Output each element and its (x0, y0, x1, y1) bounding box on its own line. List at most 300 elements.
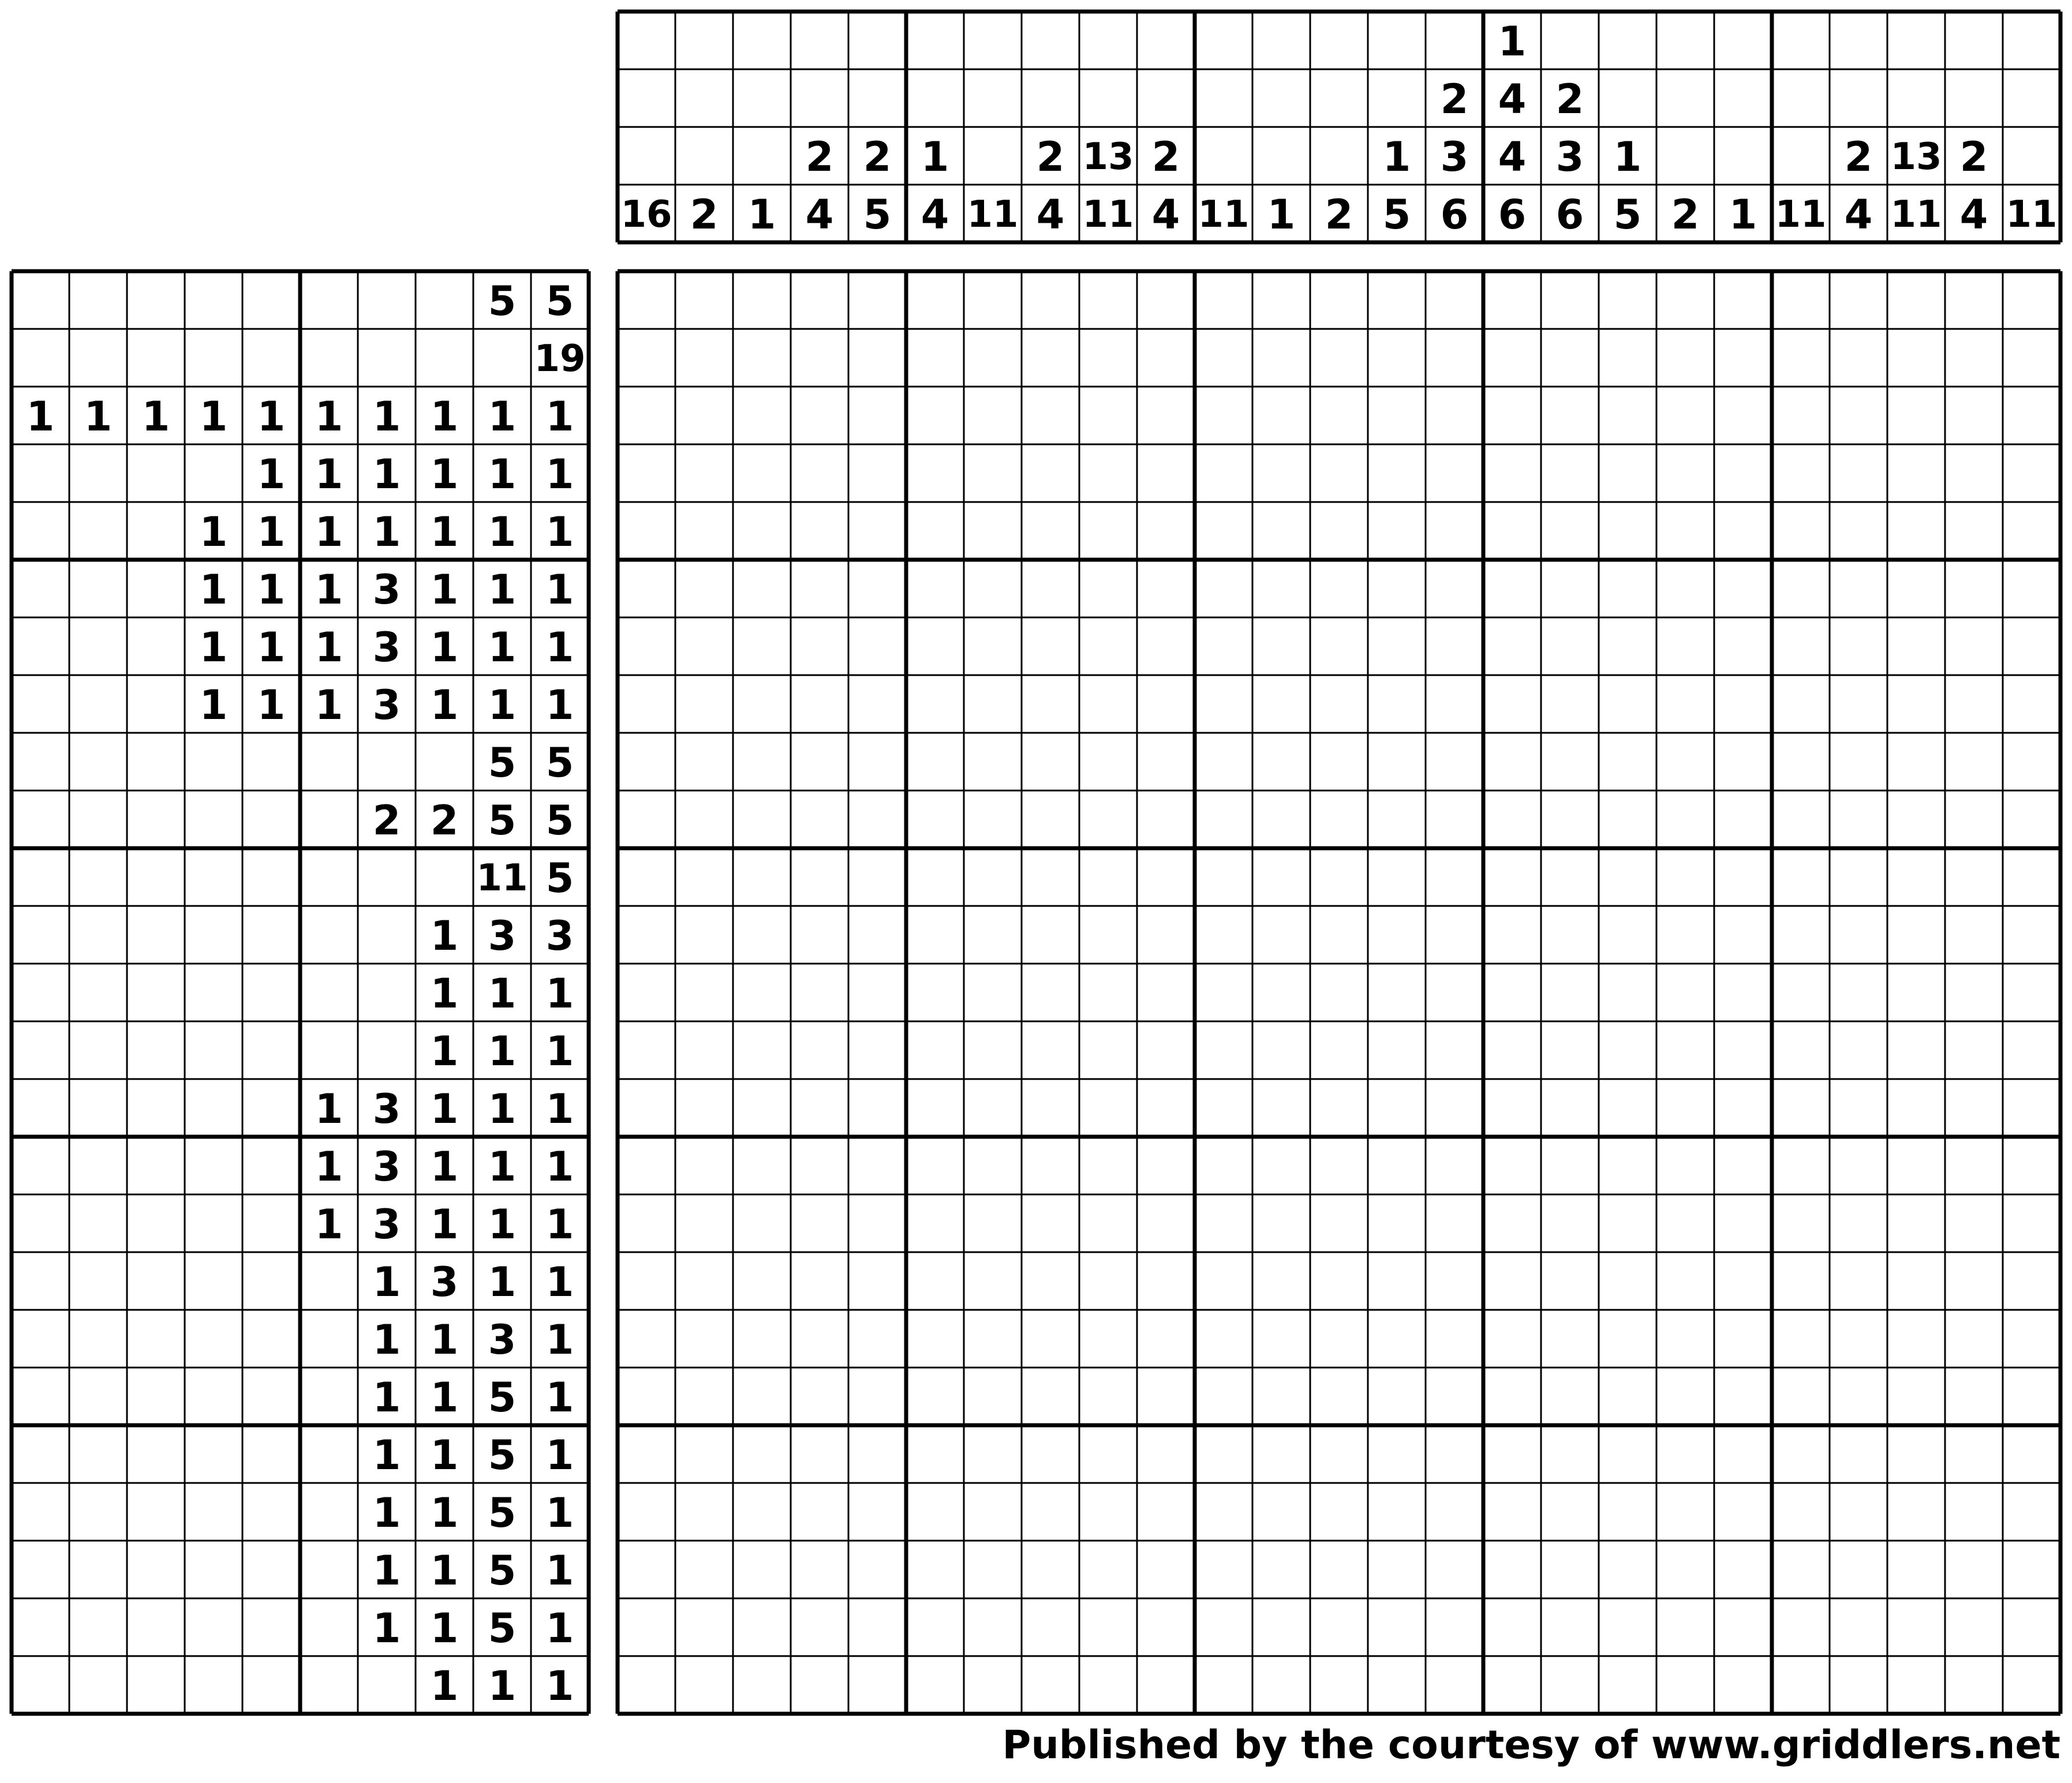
grid-cell[interactable] (1541, 848, 1599, 906)
grid-cell[interactable] (618, 1656, 675, 1714)
grid-cell[interactable] (1426, 675, 1483, 733)
grid-cell[interactable] (1195, 791, 1252, 848)
grid-cell[interactable] (675, 1483, 733, 1541)
grid-cell[interactable] (791, 560, 848, 617)
grid-cell[interactable] (964, 1252, 1022, 1310)
grid-cell[interactable] (1541, 1598, 1599, 1656)
grid-cell[interactable] (1195, 444, 1252, 502)
grid-cell[interactable] (1483, 848, 1541, 906)
grid-cell[interactable] (1137, 387, 1195, 444)
grid-cell[interactable] (1310, 1368, 1368, 1425)
grid-cell[interactable] (675, 1310, 733, 1368)
grid-cell[interactable] (1368, 271, 1426, 329)
grid-cell[interactable] (675, 617, 733, 675)
grid-cell[interactable] (1541, 1368, 1599, 1425)
grid-cell[interactable] (906, 271, 964, 329)
grid-cell[interactable] (1310, 1252, 1368, 1310)
grid-cell[interactable] (1483, 502, 1541, 560)
grid-cell[interactable] (1426, 848, 1483, 906)
grid-cell[interactable] (1483, 1137, 1541, 1194)
grid-cell[interactable] (675, 1137, 733, 1194)
grid-cell[interactable] (618, 1368, 675, 1425)
grid-cell[interactable] (1830, 1310, 1887, 1368)
grid-cell[interactable] (1714, 1368, 1772, 1425)
grid-cell[interactable] (618, 1425, 675, 1483)
grid-cell[interactable] (1945, 733, 2003, 791)
grid-cell[interactable] (964, 387, 1022, 444)
grid-cell[interactable] (2003, 1656, 2060, 1714)
grid-cell[interactable] (1252, 733, 1310, 791)
grid-cell[interactable] (1368, 906, 1426, 964)
grid-cell[interactable] (675, 1425, 733, 1483)
grid-cell[interactable] (675, 329, 733, 387)
grid-cell[interactable] (1426, 1021, 1483, 1079)
grid-cell[interactable] (1368, 617, 1426, 675)
grid-cell[interactable] (2003, 964, 2060, 1021)
grid-cell[interactable] (1252, 502, 1310, 560)
grid-cell[interactable] (906, 1656, 964, 1714)
grid-cell[interactable] (2003, 617, 2060, 675)
grid-cell[interactable] (1945, 1368, 2003, 1425)
grid-cell[interactable] (1830, 675, 1887, 733)
grid-cell[interactable] (1483, 906, 1541, 964)
grid-cell[interactable] (1656, 1368, 1714, 1425)
grid-cell[interactable] (2003, 906, 2060, 964)
grid-cell[interactable] (1426, 1598, 1483, 1656)
grid-cell[interactable] (1079, 617, 1137, 675)
grid-cell[interactable] (1252, 675, 1310, 733)
grid-cell[interactable] (848, 1310, 906, 1368)
grid-cell[interactable] (848, 1541, 906, 1598)
grid-cell[interactable] (1310, 1425, 1368, 1483)
grid-cell[interactable] (1599, 1425, 1656, 1483)
grid-cell[interactable] (964, 1021, 1022, 1079)
grid-cell[interactable] (1368, 444, 1426, 502)
grid-cell[interactable] (964, 502, 1022, 560)
grid-cell[interactable] (1714, 329, 1772, 387)
grid-cell[interactable] (1426, 1483, 1483, 1541)
grid-cell[interactable] (618, 1021, 675, 1079)
grid-cell[interactable] (1368, 1194, 1426, 1252)
grid-cell[interactable] (2003, 1079, 2060, 1137)
grid-cell[interactable] (791, 791, 848, 848)
grid-cell[interactable] (1945, 329, 2003, 387)
grid-cell[interactable] (1772, 1079, 1830, 1137)
grid-cell[interactable] (1887, 733, 1945, 791)
grid-cell[interactable] (1714, 1252, 1772, 1310)
grid-cell[interactable] (1945, 1021, 2003, 1079)
grid-cell[interactable] (1656, 733, 1714, 791)
grid-cell[interactable] (1887, 502, 1945, 560)
grid-cell[interactable] (1426, 1252, 1483, 1310)
grid-cell[interactable] (964, 271, 1022, 329)
grid-cell[interactable] (1079, 1541, 1137, 1598)
grid-cell[interactable] (1541, 502, 1599, 560)
grid-cell[interactable] (1368, 964, 1426, 1021)
grid-cell[interactable] (1079, 271, 1137, 329)
grid-cell[interactable] (1830, 502, 1887, 560)
grid-cell[interactable] (1772, 1425, 1830, 1483)
grid-cell[interactable] (618, 906, 675, 964)
grid-cell[interactable] (1483, 271, 1541, 329)
grid-cell[interactable] (1252, 444, 1310, 502)
grid-cell[interactable] (1830, 444, 1887, 502)
grid-cell[interactable] (906, 387, 964, 444)
grid-cell[interactable] (1541, 1425, 1599, 1483)
grid-cell[interactable] (906, 444, 964, 502)
grid-cell[interactable] (675, 444, 733, 502)
grid-cell[interactable] (791, 1310, 848, 1368)
grid-cell[interactable] (791, 1483, 848, 1541)
grid-cell[interactable] (1887, 1194, 1945, 1252)
grid-cell[interactable] (618, 733, 675, 791)
grid-cell[interactable] (1541, 1194, 1599, 1252)
grid-cell[interactable] (1887, 1656, 1945, 1714)
grid-cell[interactable] (1830, 848, 1887, 906)
grid-cell[interactable] (1483, 444, 1541, 502)
grid-cell[interactable] (675, 848, 733, 906)
grid-cell[interactable] (1252, 1483, 1310, 1541)
grid-cell[interactable] (1368, 733, 1426, 791)
grid-cell[interactable] (1945, 1252, 2003, 1310)
grid-cell[interactable] (1656, 791, 1714, 848)
grid-cell[interactable] (1426, 1541, 1483, 1598)
grid-cell[interactable] (1195, 1310, 1252, 1368)
grid-cell[interactable] (1368, 791, 1426, 848)
grid-cell[interactable] (1772, 1137, 1830, 1194)
grid-cell[interactable] (1772, 1483, 1830, 1541)
grid-cell[interactable] (1252, 1541, 1310, 1598)
grid-cell[interactable] (733, 848, 791, 906)
grid-cell[interactable] (1252, 848, 1310, 906)
grid-cell[interactable] (848, 1021, 906, 1079)
grid-cell[interactable] (964, 906, 1022, 964)
grid-cell[interactable] (1079, 1368, 1137, 1425)
grid-cell[interactable] (1368, 329, 1426, 387)
grid-cell[interactable] (733, 791, 791, 848)
grid-cell[interactable] (1022, 1483, 1079, 1541)
grid-cell[interactable] (618, 1541, 675, 1598)
grid-cell[interactable] (906, 617, 964, 675)
grid-cell[interactable] (1079, 1483, 1137, 1541)
grid-cell[interactable] (1541, 444, 1599, 502)
grid-cell[interactable] (1887, 1425, 1945, 1483)
grid-cell[interactable] (848, 1194, 906, 1252)
grid-cell[interactable] (1483, 1194, 1541, 1252)
grid-cell[interactable] (1252, 1021, 1310, 1079)
grid-cell[interactable] (1310, 848, 1368, 906)
grid-cell[interactable] (1079, 733, 1137, 791)
grid-cell[interactable] (675, 502, 733, 560)
grid-cell[interactable] (618, 502, 675, 560)
grid-cell[interactable] (733, 1483, 791, 1541)
grid-cell[interactable] (733, 387, 791, 444)
grid-cell[interactable] (1310, 906, 1368, 964)
grid-cell[interactable] (848, 733, 906, 791)
grid-cell[interactable] (1252, 964, 1310, 1021)
grid-cell[interactable] (1830, 1137, 1887, 1194)
grid-cell[interactable] (1310, 271, 1368, 329)
grid-cell[interactable] (1945, 1483, 2003, 1541)
grid-cell[interactable] (964, 1310, 1022, 1368)
grid-cell[interactable] (1426, 444, 1483, 502)
grid-cell[interactable] (906, 1425, 964, 1483)
grid-cell[interactable] (1483, 617, 1541, 675)
grid-cell[interactable] (1599, 1656, 1656, 1714)
grid-cell[interactable] (1310, 1598, 1368, 1656)
grid-cell[interactable] (1368, 1483, 1426, 1541)
grid-cell[interactable] (1483, 1079, 1541, 1137)
grid-cell[interactable] (1252, 560, 1310, 617)
grid-cell[interactable] (618, 1252, 675, 1310)
grid-cell[interactable] (1195, 848, 1252, 906)
grid-cell[interactable] (1887, 1483, 1945, 1541)
grid-cell[interactable] (2003, 1425, 2060, 1483)
grid-cell[interactable] (1887, 617, 1945, 675)
grid-cell[interactable] (675, 791, 733, 848)
grid-cell[interactable] (1079, 444, 1137, 502)
grid-cell[interactable] (1656, 848, 1714, 906)
grid-cell[interactable] (1079, 791, 1137, 848)
grid-cell[interactable] (1887, 329, 1945, 387)
grid-cell[interactable] (733, 1137, 791, 1194)
grid-cell[interactable] (848, 906, 906, 964)
grid-cell[interactable] (1079, 1310, 1137, 1368)
grid-cell[interactable] (1945, 617, 2003, 675)
grid-cell[interactable] (1887, 1368, 1945, 1425)
grid-cell[interactable] (1310, 502, 1368, 560)
grid-cell[interactable] (791, 502, 848, 560)
grid-cell[interactable] (791, 387, 848, 444)
grid-cell[interactable] (1714, 271, 1772, 329)
grid-cell[interactable] (618, 848, 675, 906)
grid-cell[interactable] (1022, 906, 1079, 964)
grid-cell[interactable] (791, 1137, 848, 1194)
grid-cell[interactable] (1656, 1021, 1714, 1079)
grid-cell[interactable] (906, 1021, 964, 1079)
grid-cell[interactable] (1830, 617, 1887, 675)
grid-cell[interactable] (1599, 387, 1656, 444)
grid-cell[interactable] (1483, 675, 1541, 733)
grid-cell[interactable] (733, 1541, 791, 1598)
grid-cell[interactable] (1599, 271, 1656, 329)
grid-cell[interactable] (1887, 791, 1945, 848)
grid-cell[interactable] (1772, 329, 1830, 387)
grid-cell[interactable] (1195, 271, 1252, 329)
grid-cell[interactable] (1079, 1656, 1137, 1714)
grid-cell[interactable] (1714, 387, 1772, 444)
grid-cell[interactable] (1772, 733, 1830, 791)
grid-cell[interactable] (1945, 1079, 2003, 1137)
grid-cell[interactable] (618, 444, 675, 502)
grid-cell[interactable] (848, 387, 906, 444)
grid-cell[interactable] (791, 271, 848, 329)
grid-cell[interactable] (1137, 444, 1195, 502)
grid-cell[interactable] (964, 617, 1022, 675)
grid-cell[interactable] (1022, 271, 1079, 329)
grid-cell[interactable] (791, 1656, 848, 1714)
grid-cell[interactable] (1599, 502, 1656, 560)
grid-cell[interactable] (1195, 329, 1252, 387)
grid-cell[interactable] (1483, 329, 1541, 387)
grid-cell[interactable] (1945, 964, 2003, 1021)
grid-cell[interactable] (1772, 964, 1830, 1021)
grid-cell[interactable] (1541, 329, 1599, 387)
grid-cell[interactable] (2003, 1252, 2060, 1310)
grid-cell[interactable] (1599, 1483, 1656, 1541)
grid-cell[interactable] (1310, 964, 1368, 1021)
grid-cell[interactable] (1599, 560, 1656, 617)
grid-cell[interactable] (1541, 675, 1599, 733)
grid-cell[interactable] (848, 1137, 906, 1194)
grid-cell[interactable] (1599, 1194, 1656, 1252)
grid-cell[interactable] (964, 791, 1022, 848)
grid-cell[interactable] (964, 1483, 1022, 1541)
grid-cell[interactable] (906, 1252, 964, 1310)
grid-cell[interactable] (1772, 271, 1830, 329)
grid-cell[interactable] (1426, 560, 1483, 617)
grid-cell[interactable] (1022, 1194, 1079, 1252)
grid-cell[interactable] (1079, 560, 1137, 617)
grid-cell[interactable] (1599, 1021, 1656, 1079)
grid-cell[interactable] (1599, 906, 1656, 964)
grid-cell[interactable] (1714, 617, 1772, 675)
grid-cell[interactable] (1022, 733, 1079, 791)
grid-cell[interactable] (848, 1656, 906, 1714)
grid-cell[interactable] (1541, 1021, 1599, 1079)
grid-cell[interactable] (906, 1194, 964, 1252)
grid-cell[interactable] (1945, 675, 2003, 733)
grid-cell[interactable] (1656, 502, 1714, 560)
grid-cell[interactable] (848, 1425, 906, 1483)
grid-cell[interactable] (1830, 964, 1887, 1021)
grid-cell[interactable] (1252, 1425, 1310, 1483)
grid-cell[interactable] (1022, 964, 1079, 1021)
grid-cell[interactable] (618, 329, 675, 387)
grid-cell[interactable] (618, 1483, 675, 1541)
grid-cell[interactable] (1195, 1656, 1252, 1714)
grid-cell[interactable] (1137, 1194, 1195, 1252)
grid-cell[interactable] (1426, 1310, 1483, 1368)
grid-cell[interactable] (1310, 617, 1368, 675)
grid-cell[interactable] (1945, 848, 2003, 906)
grid-cell[interactable] (1599, 444, 1656, 502)
grid-cell[interactable] (791, 848, 848, 906)
grid-cell[interactable] (1714, 675, 1772, 733)
grid-cell[interactable] (1772, 617, 1830, 675)
grid-cell[interactable] (791, 1541, 848, 1598)
grid-cell[interactable] (1483, 1368, 1541, 1425)
grid-cell[interactable] (618, 1598, 675, 1656)
grid-cell[interactable] (1772, 444, 1830, 502)
grid-cell[interactable] (1772, 848, 1830, 906)
grid-cell[interactable] (1426, 502, 1483, 560)
grid-cell[interactable] (1541, 1310, 1599, 1368)
grid-cell[interactable] (1368, 1252, 1426, 1310)
grid-cell[interactable] (906, 1310, 964, 1368)
grid-cell[interactable] (906, 502, 964, 560)
grid-cell[interactable] (1252, 1079, 1310, 1137)
grid-cell[interactable] (733, 1079, 791, 1137)
grid-cell[interactable] (1599, 791, 1656, 848)
grid-cell[interactable] (1541, 964, 1599, 1021)
grid-cell[interactable] (1887, 1079, 1945, 1137)
grid-cell[interactable] (675, 733, 733, 791)
grid-cell[interactable] (1656, 387, 1714, 444)
grid-cell[interactable] (1599, 848, 1656, 906)
grid-cell[interactable] (733, 1368, 791, 1425)
grid-cell[interactable] (1714, 502, 1772, 560)
grid-cell[interactable] (1310, 1483, 1368, 1541)
grid-cell[interactable] (1079, 329, 1137, 387)
grid-cell[interactable] (1426, 329, 1483, 387)
grid-cell[interactable] (1195, 1483, 1252, 1541)
grid-cell[interactable] (791, 1598, 848, 1656)
grid-cell[interactable] (1079, 502, 1137, 560)
grid-cell[interactable] (1310, 1079, 1368, 1137)
grid-cell[interactable] (1599, 1368, 1656, 1425)
grid-cell[interactable] (1714, 791, 1772, 848)
grid-cell[interactable] (1945, 560, 2003, 617)
grid-cell[interactable] (1887, 1541, 1945, 1598)
grid-cell[interactable] (1772, 560, 1830, 617)
grid-cell[interactable] (1887, 848, 1945, 906)
grid-cell[interactable] (1195, 675, 1252, 733)
grid-cell[interactable] (1772, 502, 1830, 560)
grid-cell[interactable] (848, 617, 906, 675)
grid-cell[interactable] (848, 329, 906, 387)
grid-cell[interactable] (1022, 848, 1079, 906)
grid-cell[interactable] (1310, 387, 1368, 444)
grid-cell[interactable] (1945, 1310, 2003, 1368)
grid-cell[interactable] (1195, 1425, 1252, 1483)
grid-cell[interactable] (1714, 848, 1772, 906)
grid-cell[interactable] (1483, 1310, 1541, 1368)
grid-cell[interactable] (906, 1368, 964, 1425)
grid-cell[interactable] (1195, 1598, 1252, 1656)
grid-cell[interactable] (1483, 1656, 1541, 1714)
grid-cell[interactable] (1772, 1368, 1830, 1425)
grid-cell[interactable] (1252, 1252, 1310, 1310)
grid-cell[interactable] (1137, 1368, 1195, 1425)
grid-cell[interactable] (906, 1137, 964, 1194)
grid-cell[interactable] (1137, 1021, 1195, 1079)
grid-cell[interactable] (1426, 906, 1483, 964)
grid-cell[interactable] (618, 560, 675, 617)
grid-cell[interactable] (1022, 560, 1079, 617)
grid-cell[interactable] (733, 560, 791, 617)
grid-cell[interactable] (848, 1252, 906, 1310)
grid-cell[interactable] (1483, 560, 1541, 617)
grid-cell[interactable] (1137, 1541, 1195, 1598)
grid-cell[interactable] (1599, 1252, 1656, 1310)
grid-cell[interactable] (1599, 733, 1656, 791)
grid-cell[interactable] (1368, 1021, 1426, 1079)
grid-cell[interactable] (1252, 1368, 1310, 1425)
grid-cell[interactable] (1656, 1483, 1714, 1541)
grid-cell[interactable] (1195, 1079, 1252, 1137)
grid-cell[interactable] (675, 1079, 733, 1137)
grid-cell[interactable] (675, 560, 733, 617)
grid-cell[interactable] (1656, 906, 1714, 964)
grid-cell[interactable] (1022, 1425, 1079, 1483)
grid-cell[interactable] (1368, 1425, 1426, 1483)
grid-cell[interactable] (2003, 1483, 2060, 1541)
grid-cell[interactable] (1079, 906, 1137, 964)
grid-cell[interactable] (2003, 329, 2060, 387)
grid-cell[interactable] (1310, 733, 1368, 791)
grid-cell[interactable] (1830, 1425, 1887, 1483)
